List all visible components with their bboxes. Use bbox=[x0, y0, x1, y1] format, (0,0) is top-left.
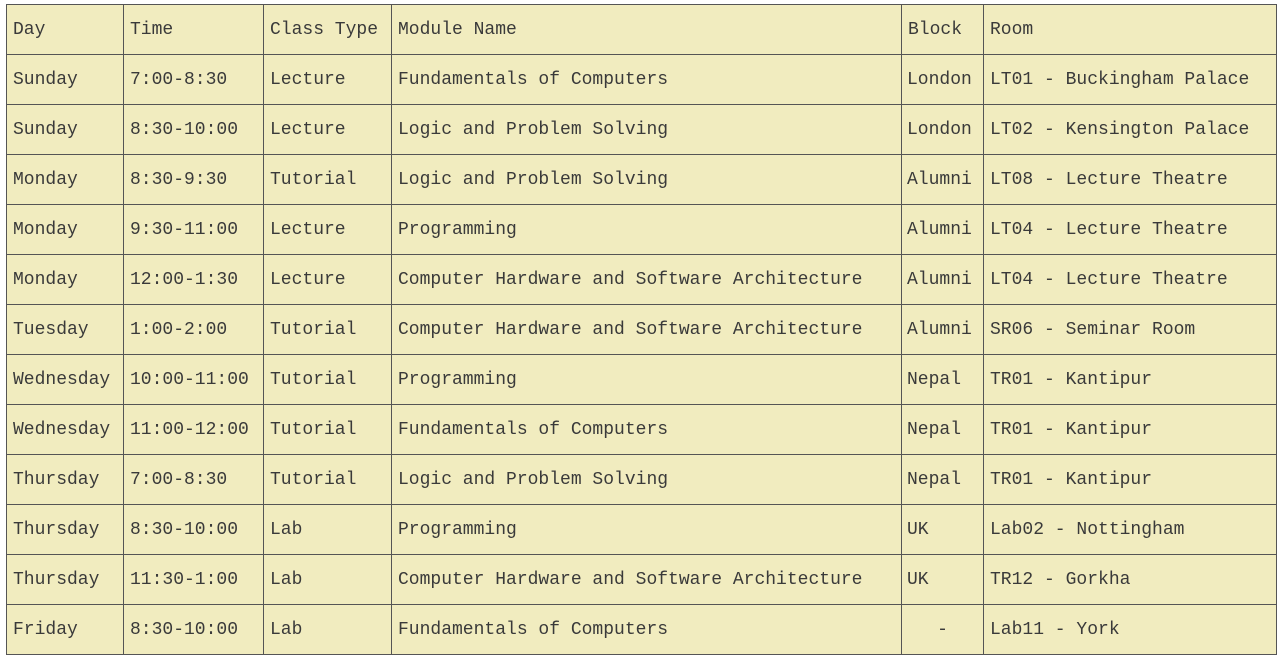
table-row bbox=[7, 555, 1277, 605]
header-day: Day bbox=[7, 5, 124, 55]
class-type-cell: Tutorial bbox=[264, 305, 392, 355]
class-type-cell: Tutorial bbox=[264, 455, 392, 505]
table-row bbox=[7, 55, 1277, 105]
block-cell: London bbox=[902, 55, 984, 105]
table-row bbox=[7, 105, 1277, 155]
class-type-cell: Lecture bbox=[264, 55, 392, 105]
day-cell: Thursday bbox=[7, 555, 124, 605]
time-cell: 9:30-11:00 bbox=[124, 205, 264, 255]
block-cell: Alumni bbox=[902, 155, 984, 205]
time-cell: 7:00-8:30 bbox=[124, 455, 264, 505]
block-cell: Alumni bbox=[902, 205, 984, 255]
header-module-name: Module Name bbox=[392, 5, 902, 55]
time-cell: 12:00-1:30 bbox=[124, 255, 264, 305]
day-cell: Thursday bbox=[7, 455, 124, 505]
class-type-cell: Tutorial bbox=[264, 155, 392, 205]
block-cell: Nepal bbox=[902, 405, 984, 455]
header-time: Time bbox=[124, 5, 264, 55]
header-room: Room bbox=[984, 5, 1277, 55]
room-cell: Lab11 - York bbox=[984, 605, 1277, 655]
class-type-cell: Lecture bbox=[264, 255, 392, 305]
day-cell: Monday bbox=[7, 255, 124, 305]
day-cell: Wednesday bbox=[7, 355, 124, 405]
module-name-cell: Computer Hardware and Software Architecture bbox=[392, 305, 902, 355]
table-row bbox=[7, 355, 1277, 405]
table-row bbox=[7, 605, 1277, 655]
room-cell: SR06 - Seminar Room bbox=[984, 305, 1277, 355]
header-class-type: Class Type bbox=[264, 5, 392, 55]
block-cell: Nepal bbox=[902, 455, 984, 505]
table-row bbox=[7, 305, 1277, 355]
time-cell: 11:00-12:00 bbox=[124, 405, 264, 455]
day-cell: Sunday bbox=[7, 105, 124, 155]
module-name-cell: Logic and Problem Solving bbox=[392, 105, 902, 155]
class-type-cell: Lecture bbox=[264, 205, 392, 255]
time-cell: 11:30-1:00 bbox=[124, 555, 264, 605]
module-name-cell: Fundamentals of Computers bbox=[392, 405, 902, 455]
block-cell: UK bbox=[902, 555, 984, 605]
header-block: Block bbox=[902, 5, 984, 55]
class-type-cell: Lab bbox=[264, 505, 392, 555]
module-name-cell: Fundamentals of Computers bbox=[392, 55, 902, 105]
room-cell: Lab02 - Nottingham bbox=[984, 505, 1277, 555]
block-cell: UK bbox=[902, 505, 984, 555]
block-cell: Nepal bbox=[902, 355, 984, 405]
room-cell: TR01 - Kantipur bbox=[984, 355, 1277, 405]
room-cell: LT08 - Lecture Theatre bbox=[984, 155, 1277, 205]
time-cell: 8:30-10:00 bbox=[124, 505, 264, 555]
table-row bbox=[7, 255, 1277, 305]
day-cell: Monday bbox=[7, 155, 124, 205]
day-cell: Sunday bbox=[7, 55, 124, 105]
day-cell: Friday bbox=[7, 605, 124, 655]
block-cell: Alumni bbox=[902, 255, 984, 305]
block-cell: - bbox=[902, 605, 984, 655]
module-name-cell: Programming bbox=[392, 355, 902, 405]
module-name-cell: Logic and Problem Solving bbox=[392, 155, 902, 205]
block-cell: London bbox=[902, 105, 984, 155]
day-cell: Wednesday bbox=[7, 405, 124, 455]
time-cell: 8:30-10:00 bbox=[124, 605, 264, 655]
class-type-cell: Tutorial bbox=[264, 405, 392, 455]
day-cell: Monday bbox=[7, 205, 124, 255]
room-cell: LT04 - Lecture Theatre bbox=[984, 205, 1277, 255]
time-cell: 10:00-11:00 bbox=[124, 355, 264, 405]
timetable-body bbox=[7, 55, 1277, 655]
class-timetable bbox=[6, 4, 1277, 655]
table-row bbox=[7, 455, 1277, 505]
day-cell: Thursday bbox=[7, 505, 124, 555]
block-cell: Alumni bbox=[902, 305, 984, 355]
class-type-cell: Lab bbox=[264, 555, 392, 605]
class-type-cell: Lab bbox=[264, 605, 392, 655]
header-row bbox=[7, 5, 1277, 55]
day-cell: Tuesday bbox=[7, 305, 124, 355]
module-name-cell: Programming bbox=[392, 205, 902, 255]
room-cell: TR12 - Gorkha bbox=[984, 555, 1277, 605]
time-cell: 8:30-10:00 bbox=[124, 105, 264, 155]
time-cell: 8:30-9:30 bbox=[124, 155, 264, 205]
room-cell: TR01 - Kantipur bbox=[984, 405, 1277, 455]
table-row bbox=[7, 155, 1277, 205]
module-name-cell: Computer Hardware and Software Architecture bbox=[392, 255, 902, 305]
module-name-cell: Logic and Problem Solving bbox=[392, 455, 902, 505]
time-cell: 7:00-8:30 bbox=[124, 55, 264, 105]
class-type-cell: Lecture bbox=[264, 105, 392, 155]
timetable-container bbox=[6, 4, 1276, 655]
table-row bbox=[7, 405, 1277, 455]
module-name-cell: Computer Hardware and Software Architecture bbox=[392, 555, 902, 605]
room-cell: LT02 - Kensington Palace bbox=[984, 105, 1277, 155]
room-cell: TR01 - Kantipur bbox=[984, 455, 1277, 505]
table-row bbox=[7, 505, 1277, 555]
module-name-cell: Programming bbox=[392, 505, 902, 555]
table-row bbox=[7, 205, 1277, 255]
room-cell: LT01 - Buckingham Palace bbox=[984, 55, 1277, 105]
room-cell: LT04 - Lecture Theatre bbox=[984, 255, 1277, 305]
class-type-cell: Tutorial bbox=[264, 355, 392, 405]
time-cell: 1:00-2:00 bbox=[124, 305, 264, 355]
module-name-cell: Fundamentals of Computers bbox=[392, 605, 902, 655]
